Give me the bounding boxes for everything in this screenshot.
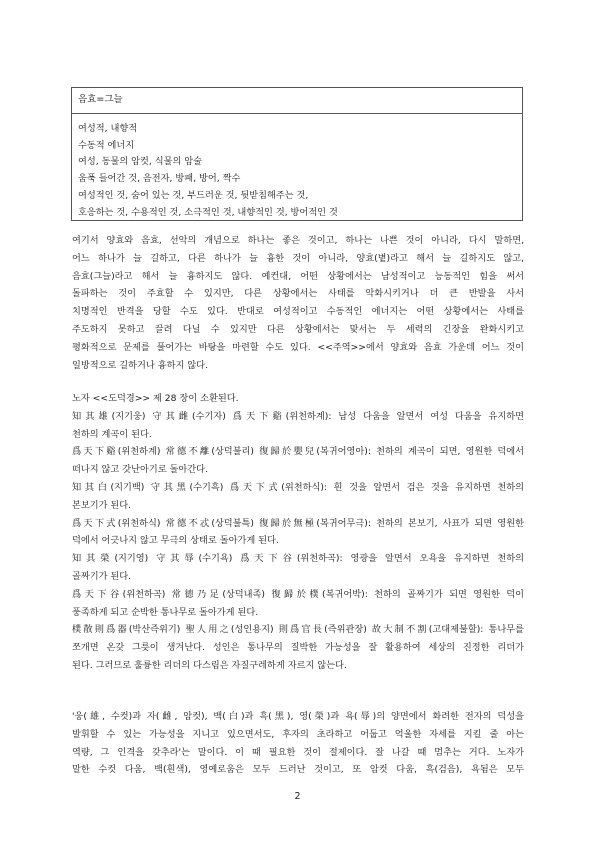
- paragraph-daodejing-quote: [72, 390, 524, 675]
- paragraph-line: 爲天下谿(위천하계) 常德不離(상덕불리) 復歸於嬰兒(복귀어영아): 천하의 계곡이 되면, 영원한 덕에서: [72, 446, 524, 458]
- paragraph-line: 골짜기가 된다.: [72, 570, 132, 582]
- paragraph-line: 발휘할 수 있는 가능성을 지니고 있으면서도, 후자의 초라하고 어둡고 억울한 자세를 지킬 줄 아는: [72, 728, 524, 740]
- paragraph-line: 된다. 그러므로 훌륭한 리더의 다스림은 자질구레하게 자르지 않는다.: [72, 659, 347, 671]
- paragraph-line: 어느 하나가 늘 길하고, 다른 하나가 늘 흉한 것이 아니라, 양효(볕)라고 해서 늘 길하지도 않고,: [72, 252, 524, 264]
- paragraph-line: 노자 <<도덕경>> 제 28 장이 소환된다.: [72, 393, 239, 404]
- paragraph-line: 풍족하게 되고 순박한 통나무로 돌아가게 된다.: [72, 606, 259, 618]
- paragraph-line: 樸散則爲器(박산즉위기) 聖人用之(성인용지) 則爲官長(즉위관장) 故大制不割(고대제불할): 통나무를: [72, 624, 524, 636]
- paragraph-line: 쪼개면 온갖 그릇이 생겨난다. 성인은 통나무의 질박한 가능성을 잘 활용하여 세상의 진정한 리더가: [72, 642, 524, 654]
- paragraph-line: 知其雄(지기웅) 守其雌(수기자) 爲天下谿(위천하계): 남성 다움을 알면서 여성 다움을 유지하면: [72, 410, 524, 422]
- paragraph-yin-yang-explanation: [72, 232, 524, 374]
- paragraph-line: 知其榮(지기영) 守其辱(수기욕) 爲天下谷(위천하곡): 영광을 알면서 오욕을 유지하면 천하의: [72, 553, 524, 565]
- table-line: 호응하는 것, 수용적인 것, 소극적인 것, 내향적인 것, 방어적인 것: [78, 206, 338, 218]
- paragraph-line: '웅(雄, 수컷)과 자(雌, 암컷), 백(白)과 흑(黑), 영(榮)과 욕(辱)의 양면에서 화려한 전자의 덕성을: [72, 711, 524, 722]
- paragraph-line: 주도하지 못하고 끌려 다닐 수 있지만 다른 상황에서는 맞서는 두 세력의 긴장을 완화시키고: [72, 323, 524, 335]
- paragraph-line: 역량, 그 인격을 갖추라'는 말이다. 이 때 필요한 것이 절제이다. 잘 나갈 때 멈추는 거다. 노자가: [72, 746, 524, 758]
- table-line: 여성적인 것, 숨어 있는 것, 부드러운 것, 뒷받침해주는 것,: [78, 189, 309, 201]
- paragraph-line: 본보기가 된다.: [72, 499, 132, 511]
- page-number: 2: [294, 791, 301, 802]
- paragraph-line: 爲天下式(위천하식) 常德不忒(상덕불특) 復歸於無極(복귀어무극): 천하의 본보기, 사표가 되면 영원한: [72, 517, 524, 529]
- table-line: 여성, 동물의 암컷, 식물의 암술: [78, 156, 203, 168]
- paragraph-line: 평화적으로 문제를 풀어가는 바탕을 마련할 수도 있다. <<주역>>에서 양효와 음효 가운데 어느 것이: [72, 341, 524, 353]
- paragraph-line: 知其白(지기백) 守其黑(수기흑) 爲天下式(위천하식): 흰 것을 알면서 검은 것을 유지하면 천하의: [72, 481, 524, 493]
- paragraph-line: 음효(그늘)라고 해서 늘 흉하지도 않다. 예컨대, 어떤 상황에서는 남성적이고 능동적인 힘을 써서: [72, 270, 524, 282]
- table-line: 수동적 에너지: [78, 139, 135, 151]
- paragraph-line: 여기서 양효와 음효, 선악의 개념으로 하나는 좋은 것이고, 하나는 나쁜 것이 아니라, 다시 말하면,: [72, 235, 524, 246]
- paragraph-line: 일방적으로 길하거나 흉하지 않다.: [72, 359, 208, 371]
- table-line: 움푹 들어간 것, 음전자, 방패, 방어, 짝수: [78, 173, 241, 185]
- paragraph-line: 말한 수컷 다움, 백(흰색), 영예로움은 모두 드러난 것이고, 또 암컷 다움, 흑(검음), 욕됨은 모두: [72, 764, 524, 776]
- paragraph-line: 爲天下谷(위천하곡) 常德乃足(상덕내족) 復歸於樸(복귀어박): 천하의 골짜기가 되면 영원한 덕이: [72, 588, 524, 600]
- paragraph-interpretation: [72, 708, 524, 779]
- paragraph-line: 천하의 계곡이 된다.: [72, 428, 152, 440]
- paragraph-line: 치명적인 반격을 당할 수도 있다. 반대로 여성적이고 수동적인 에너지는 어떤 상황에서는 사태를: [72, 306, 524, 318]
- paragraph-line: 덕에서 어긋나지 않고 무극의 상태로 돌아가게 된다.: [72, 535, 279, 547]
- paragraph-line: 떠나지 않고 갓난아기로 돌아간다.: [72, 464, 208, 476]
- table-header: 음효=그늘: [72, 88, 522, 114]
- paragraph-line: 돌파하는 것이 주효할 수 있지만, 다른 상황에서는 사태를 악화시키거나 더 큰 반발을 사서: [72, 288, 524, 300]
- yin-line-table: [71, 87, 523, 221]
- table-body: [72, 114, 522, 221]
- table-line: 여성적, 내향적: [78, 123, 138, 134]
